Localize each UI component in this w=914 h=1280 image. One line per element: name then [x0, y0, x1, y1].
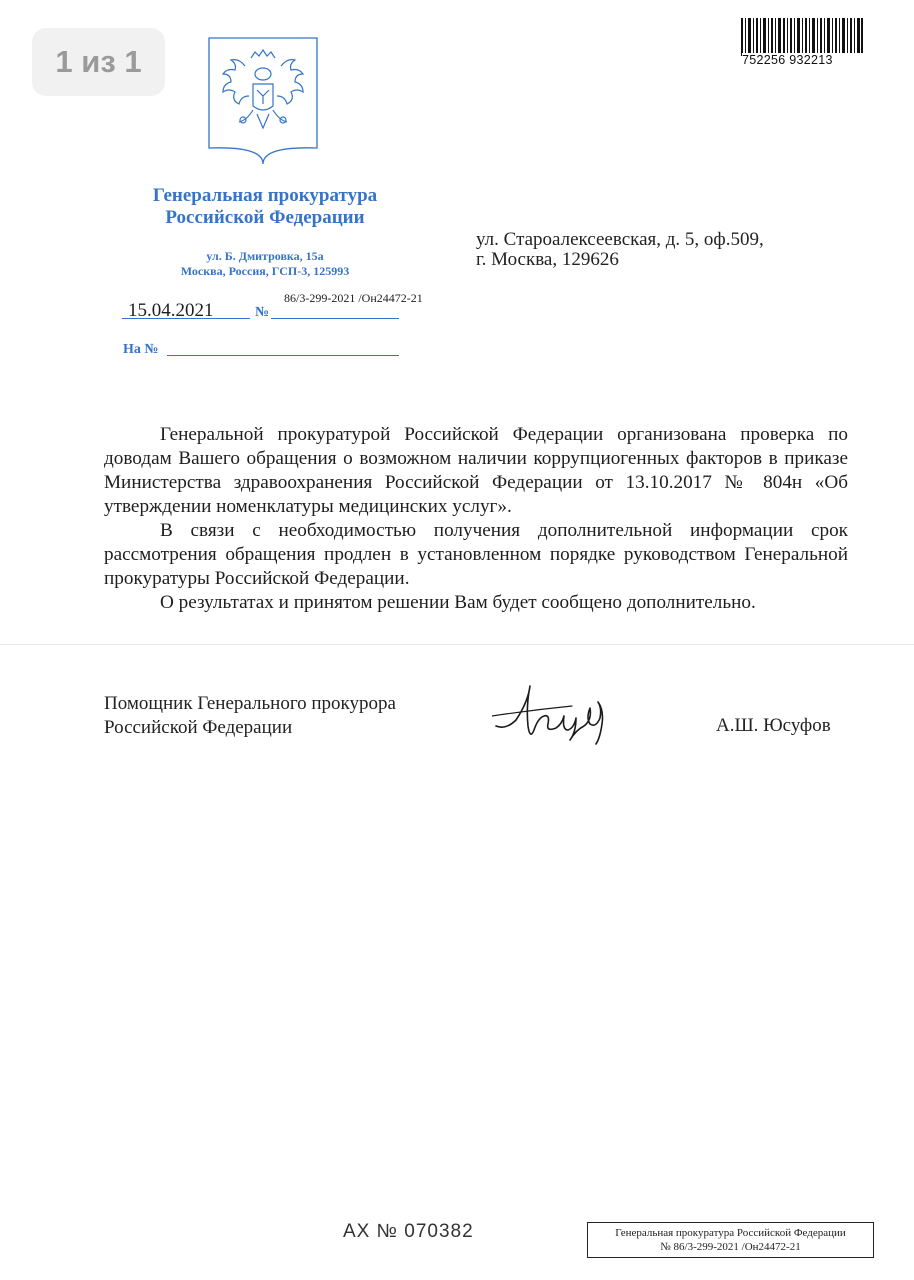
- organization-name-line2: Российской Федерации: [165, 207, 365, 228]
- page-counter: 1 из 1: [32, 28, 165, 96]
- coat-of-arms-icon: [207, 36, 319, 166]
- organization-name-line1: Генеральная прокуратура: [152, 185, 378, 206]
- reply-to-underline: [167, 355, 399, 356]
- registration-stamp: [587, 1222, 874, 1258]
- barcode-number: 752256 932213: [742, 53, 864, 67]
- organization-address-line2: Москва, Россия, ГСП-3, 125993: [180, 264, 350, 278]
- registration-stamp-line1: Генеральная прокуратура Российской Федерации: [615, 1227, 846, 1239]
- reply-to-label: На №: [123, 342, 159, 357]
- recipient-address-line1: ул. Староалексеевская, д. 5, оф.509,: [476, 229, 764, 250]
- fold-line: [0, 644, 914, 645]
- number-underline: [271, 318, 399, 319]
- number-label: №: [255, 305, 270, 320]
- organization-address: [120, 249, 410, 279]
- body-paragraph-3: О результатах и принятом решении Вам будет сообщено дополнительно.: [160, 592, 756, 613]
- letter-body: [104, 423, 848, 615]
- signer-title-line1: Помощник Генерального прокурора: [104, 693, 396, 714]
- signer-title: [104, 692, 464, 740]
- outgoing-number: 86/3-299-2021 /Он24472-21: [284, 291, 423, 305]
- outgoing-date: 15.04.2021: [128, 300, 214, 321]
- form-serial-number: АХ № 070382: [343, 1221, 474, 1242]
- recipient-address: [476, 230, 896, 270]
- organization-name: [120, 185, 410, 229]
- body-paragraph-2: В связи с необходимостью получения дополнительной информации срок рассмотрения обращения продлен в установленном порядке руководством Генеральной прокуратуры Российской Федерации.: [104, 520, 848, 589]
- organization-address-line1: ул. Б. Дмитровка, 15а: [206, 249, 324, 263]
- recipient-address-line2: г. Москва, 129626: [476, 249, 619, 270]
- registration-stamp-line2: № 86/3-299-2021 /Он24472-21: [660, 1241, 801, 1253]
- signer-title-line2: Российской Федерации: [104, 717, 293, 738]
- handwritten-signature: [492, 676, 632, 748]
- body-paragraph-1: Генеральной прокуратурой Российской Федерации организована проверка по доводам Вашего обращения о возможном наличии коррупциогенных факторов в приказе Министерства здравоохранения Российской Федерации от 13.10.2017 № 804н «Об утверждении номенклатуры медицинских услуг».: [104, 424, 848, 517]
- signer-name: А.Ш. Юсуфов: [716, 715, 831, 736]
